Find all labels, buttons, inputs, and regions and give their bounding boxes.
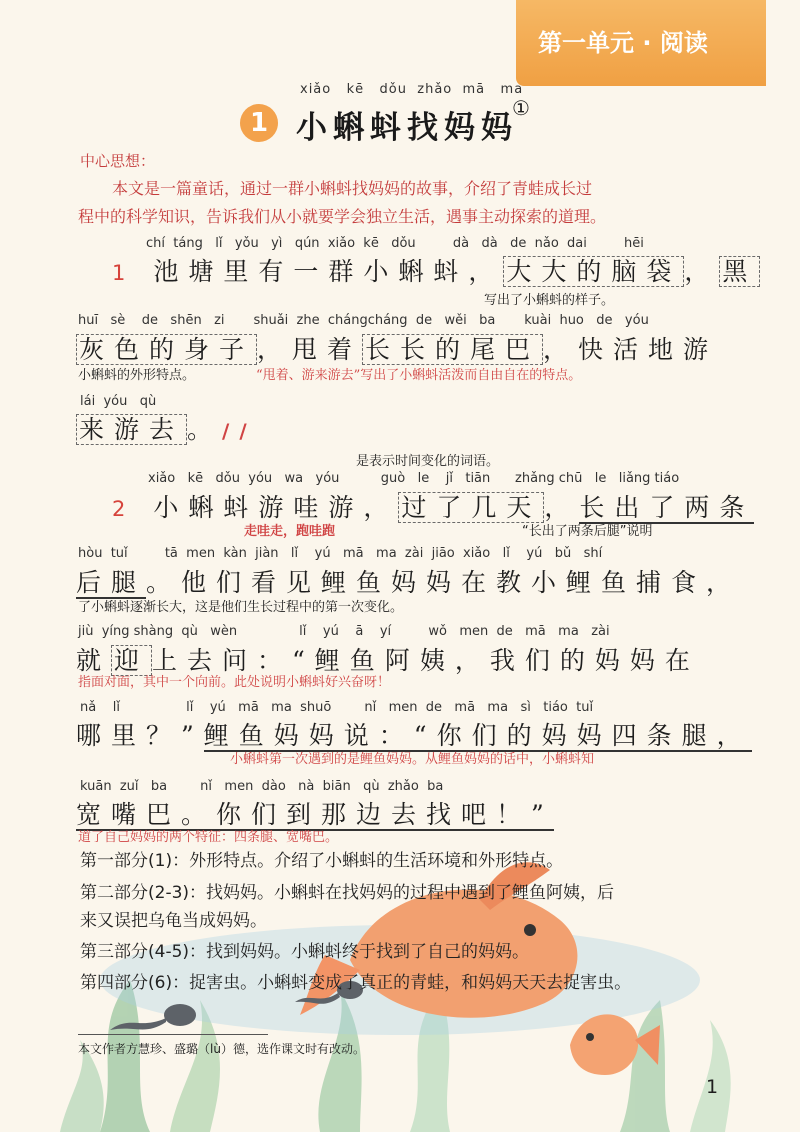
- p1-pinyin-1: chí táng lǐ yǒu yì qún xiǎo kē dǒu dà dà de nǎo dai hēi: [146, 236, 644, 251]
- summary-part-4: 第四部分(6)：捉害虫。小蝌蚪变成了真正的青蛙，和妈妈天天去捉害虫。: [80, 973, 632, 993]
- page-number: 1: [706, 1076, 719, 1098]
- p2-note-5: 道了自己妈妈的两个特征：四条腿、宽嘴巴。: [78, 830, 339, 845]
- p1-note-2b: “甩着、游来游去”写出了小蝌蚪活泼而自由自在的特点。: [256, 368, 582, 383]
- summary-part-2b: 来又误把乌龟当成妈妈。: [80, 911, 267, 931]
- p1-note-2a: 小蝌蚪的外形特点。: [78, 368, 196, 383]
- p2-line-4: 哪里？”鲤鱼妈妈说：“你们的妈妈四条腿，: [76, 721, 752, 750]
- p2-line-1: 2 小蝌蚪游哇游， 过了几天 ，长出了两条: [112, 493, 755, 522]
- p2-pinyin-2: hòu tuǐ tā men kàn jiàn lǐ yú mā ma zài jiāo xiǎo lǐ yú bǔ shí: [78, 546, 603, 561]
- summary-part-3: 第三部分(4-5)：找到妈妈。小蝌蚪终于找到了自己的妈妈。: [80, 942, 530, 962]
- paragraph-number-2: 2: [112, 497, 136, 521]
- p1-pinyin-3: lái yóu qù: [80, 394, 157, 409]
- p1-note-1: 写出了小蝌蚪的样子。: [484, 293, 615, 308]
- p2-line-2: 后腿。他们看见鲤鱼妈妈在教小鲤鱼捕食，: [76, 568, 742, 597]
- summary-part-1: 第一部分(1)：外形特点。介绍了小蝌蚪的生活环境和外形特点。: [80, 851, 564, 871]
- footnote-marker: ①: [512, 96, 530, 120]
- p1-line-1: 1 池塘里有一群小蝌蚪， 大大的脑袋 ， 黑: [112, 252, 760, 288]
- title-pinyin: xiǎo kē dǒu zhǎo mā ma: [300, 82, 524, 97]
- p2-pinyin-3: jiù yíng shàng qù wèn lǐ yú ā yí wǒ men de mā ma zài: [78, 624, 610, 639]
- paragraph-number-1: 1: [112, 261, 136, 285]
- p2-note-time: 是表示时间变化的词语。: [356, 454, 500, 469]
- p2-note-3: 指面对面，其中一个向前。此处说明小蝌蚪好兴奋呀！: [78, 675, 391, 690]
- p1-line-2: 灰色的身子 ，甩着 长长的尾巴 ，快活地游: [76, 330, 718, 366]
- footnote-text: 本文作者方慧珍、盛璐（lù）德，选作课文时有改动。: [78, 1042, 365, 1056]
- p2-note-1b: “长出了两条后腿”说明: [522, 524, 653, 539]
- p2-note-2: 了小蝌蚪逐渐长大，这是他们生长过程中的第一次变化。: [78, 600, 404, 615]
- central-idea-label: 中心思想：: [80, 152, 156, 170]
- section-break-mark: //: [222, 419, 257, 443]
- p1-pinyin-2: huī sè de shēn zi shuǎi zhe chángcháng de wěi ba kuài huo de yóu: [78, 313, 649, 328]
- summary-part-2a: 第二部分(2-3)：找妈妈。小蝌蚪在找妈妈的过程中遇到了鲤鱼阿姨，后: [80, 883, 615, 903]
- p2-note-4: 小蝌蚪第一次遇到的是鲤鱼妈妈。从鲤鱼妈妈的话中，小蝌蚪知: [230, 752, 595, 767]
- p2-pinyin-1: xiǎo kē dǒu yóu wa yóu guò le jǐ tiān zhǎng chū le liǎng tiáo: [148, 471, 680, 486]
- p2-pinyin-5: kuān zuǐ ba nǐ men dào nà biān qù zhǎo ba: [80, 779, 444, 794]
- central-idea-line2: 程中的科学知识，告诉我们从小就要学会独立生活，遇事主动探索的道理。: [78, 207, 607, 226]
- p2-pinyin-4: nǎ lǐ lǐ yú mā ma shuō nǐ men de mā ma sì tiáo tuǐ: [80, 700, 594, 715]
- lesson-title: 小蝌蚪找妈妈: [296, 110, 518, 146]
- p1-line-3: 来游去 。//: [76, 410, 257, 446]
- annotated-phrase: 大大的脑袋: [503, 256, 684, 287]
- p2-line-3: 就 迎 上去问：“鲤鱼阿姨，我们的妈妈在: [76, 646, 700, 675]
- central-idea-line1: 本文是一篇童话，通过一群小蝌蚪找妈妈的故事，介绍了青蛙成长过: [112, 179, 593, 198]
- unit-tab: 第一单元 · 阅读: [516, 0, 766, 86]
- p2-note-1a: 走哇走，跑哇跑: [244, 524, 336, 539]
- lesson-number-badge: 1: [240, 104, 278, 142]
- p2-line-5: 宽嘴巴。你们到那边去找吧！”: [76, 800, 554, 829]
- footnote-rule: [78, 1034, 268, 1035]
